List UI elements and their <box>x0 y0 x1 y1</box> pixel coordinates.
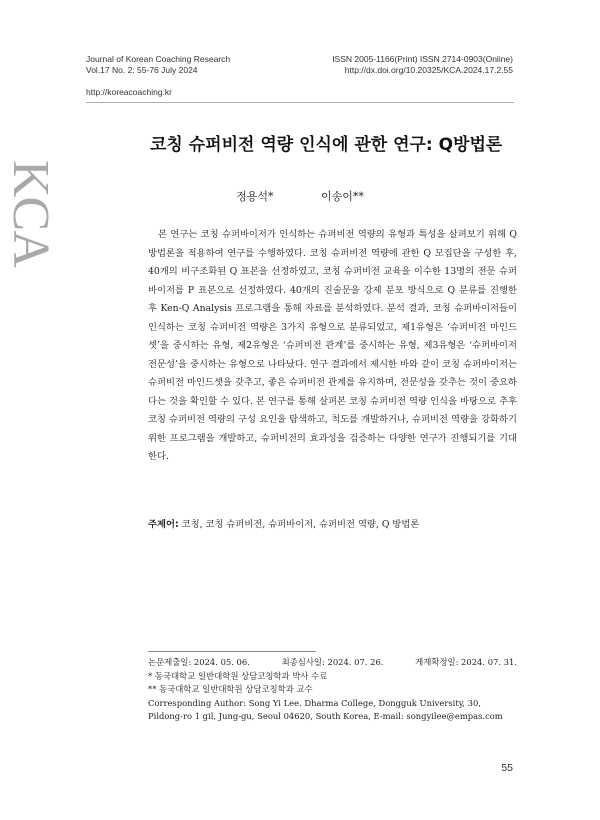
paper-title: 코칭 슈퍼비전 역량 인식에 관한 연구: Q방법론 <box>150 135 503 155</box>
journal-header-left <box>86 54 230 76</box>
author-line <box>150 188 450 204</box>
footnote-divider <box>148 651 316 652</box>
author-2-affiliation: ** 동국대학교 일반대학원 상담코칭학과 교수 <box>148 684 313 694</box>
journal-volume: Vol.17 No. 2: 55-76 July 2024 <box>86 65 198 75</box>
reviewed-date: 최종심사일: 2024. 07. 26. <box>281 657 384 667</box>
submitted-date: 논문제출일: 2024. 05. 06. <box>148 657 250 667</box>
issn: ISSN 2005-1166(Print) ISSN 2714-0903(Online) <box>332 54 513 64</box>
keywords-text: 코칭, 코칭 슈퍼비전, 슈퍼바이저, 슈퍼비전 역량, Q 방법론 <box>181 519 420 530</box>
submission-dates <box>148 656 517 670</box>
accepted-date: 게재확정일: 2024. 07. 31. <box>415 657 517 667</box>
keywords <box>148 516 517 530</box>
corresponding-author: Corresponding Author: Song Yi Lee. Dharma College, Dongguk University, 30, Pildong-ro 1 gil, Jung-gu, Seoul 04620, South Korea, E-mail: songyilee@empas.com <box>148 697 503 721</box>
header-divider <box>86 102 514 103</box>
author-2: 이송이** <box>321 190 364 203</box>
footnotes <box>148 656 517 724</box>
page-number: 55 <box>501 762 513 774</box>
author-1: 정용석* <box>236 190 274 203</box>
abstract: 본 연구는 코칭 슈퍼바이저가 인식하는 슈퍼비전 역량의 유형과 특성을 살펴보기 위해 Q 방법론을 적용하여 연구를 수행하였다. 코칭 슈퍼비전 역량에 관한 Q 모집단을 구성한 후, 40개의 비구조화된 Q 표본을 선정하였고, 코칭 슈퍼비전 교육을 이수한 13명의 전문 슈퍼바이저를 P 표본으로 선정하였다. 40개의 진술문을 강제 분포 방식으로 Q 분류를 진행한 후 Ken-Q Analysis 프로그램을 통해 자료를 분석하였다. 분석 결과, 코칭 슈퍼바이저들이 인식하는 코칭 슈퍼비전 역량은 3가지 유형으로 분류되었고, 제1유형은 ‘슈퍼비전 마인드셋’을 중시하는 유형, 제2유형은 ‘슈퍼비전 관계’를 중시하는 유형, 제3유형은 ‘슈퍼바이저 전문성’을 중시하는 유형으로 나타났다. 연구 결과에서 제시한 바와 같이 코칭 슈퍼바이저는 슈퍼비전 마인드셋을 갖추고, 좋은 슈퍼비전 관계를 유지하며, 전문성을 갖추는 것이 중요하다는 것을 확인할 수 있다. 본 연구를 통해 살펴본 코칭 슈퍼비전 역량 인식을 바탕으로 추후 코칭 슈퍼비전 역량의 구성 요인을 탐색하고, 척도를 개발하거나, 슈퍼비전 역량을 강화하기 위한 프로그램을 개발하고, 슈퍼비전의 효과성을 검증하는 다양한 연구가 진행되기를 기대한다. <box>148 229 517 462</box>
kca-logo: KCA <box>2 160 59 267</box>
journal-url[interactable]: http://koreacoaching.kr <box>86 87 172 97</box>
journal-header-right <box>332 54 513 76</box>
author-1-affiliation: * 동국대학교 일반대학원 상담코칭학과 박사 수료 <box>148 670 328 681</box>
keywords-label: 주제어: <box>148 519 179 530</box>
doi-link[interactable]: http://dx.doi.org/10.20325/KCA.2024.17.2.55 <box>344 65 513 75</box>
journal-name: Journal of Korean Coaching Research <box>86 54 231 64</box>
